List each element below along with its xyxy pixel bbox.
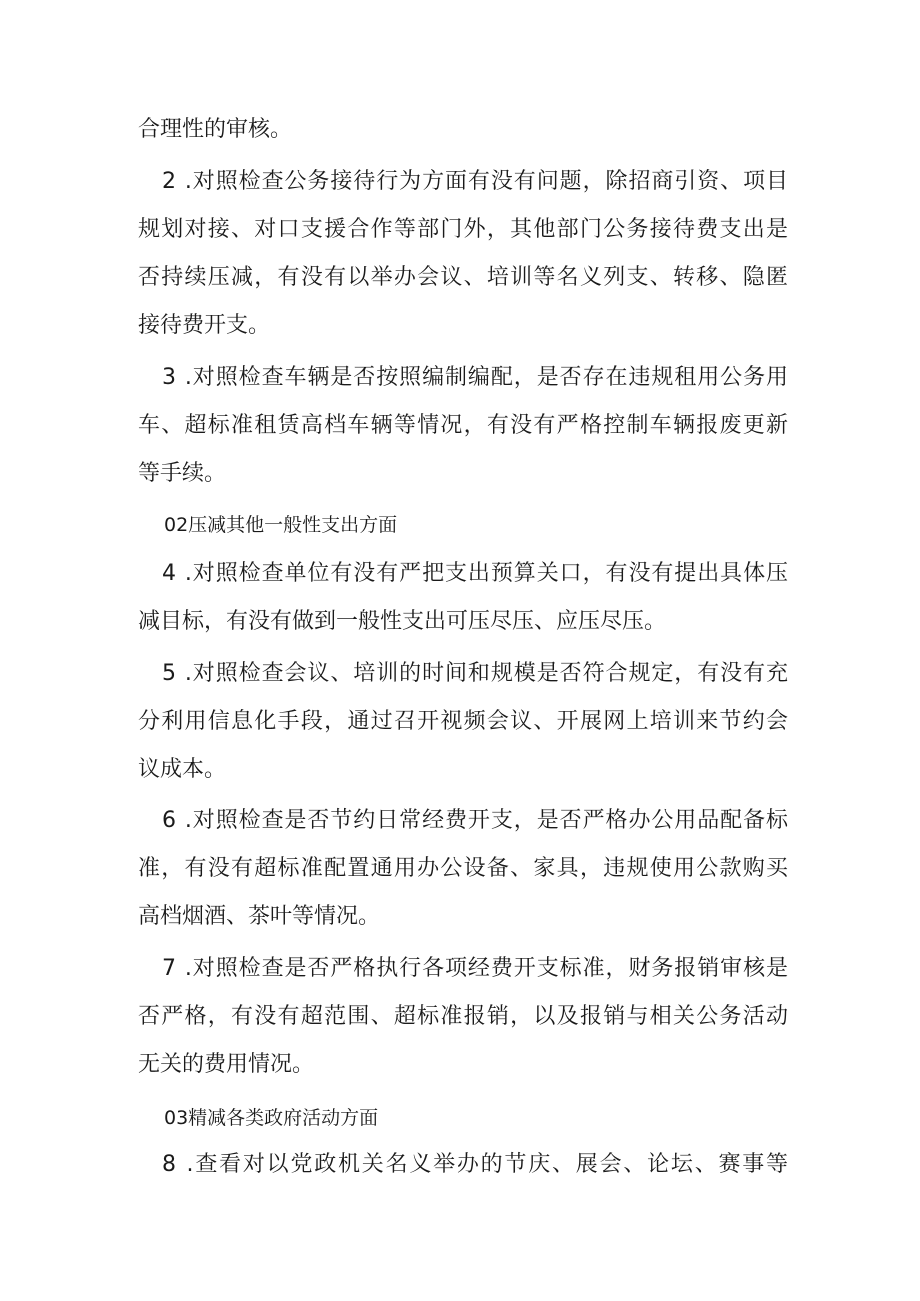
text-line-content: 否持续压减，有没有以举办会议、培训等名义列支、转移、隐匿 [138,265,790,290]
text-line [0,1050,920,1080]
text-line-content: 7 .对照检查是否严格执行各项经费开支标准，财务报销审核是 [162,956,789,981]
text-line-content: 车、超标准租赁高档车辆等情况，有没有严格控制车辆报废更新 [138,413,790,438]
text-line-content: 高档烟酒、茶叶等情况。 [138,904,381,929]
text-line-content: 接待费开支。 [138,313,271,338]
section-heading-text: 03精减各类政府活动方面 [164,1107,379,1129]
text-line-content: 2 .对照检查公务接待行为方面有没有问题，除招商引资、项目 [162,169,789,194]
section-heading-text: 02压减其他一般性支出方面 [164,514,398,536]
text-line [0,854,920,884]
text-line-content: 等手续。 [138,461,227,486]
text-line [0,607,920,637]
text-line [0,902,920,932]
text-line-content: 规划对接、对口支援合作等部门外，其他部门公务接待费支出是 [138,217,790,242]
section-heading-02 [0,510,920,540]
text-line-content: 减目标，有没有做到一般性支出可压尽压、应压尽压。 [138,609,667,634]
list-item-4 [0,559,920,589]
list-item-5 [0,659,920,689]
text-line-content: 无关的费用情况。 [138,1052,315,1077]
list-item-6 [0,806,920,836]
list-item-2 [0,167,920,197]
text-line [0,1002,920,1032]
list-item-8 [0,1150,920,1180]
text-line [0,755,920,785]
text-line [0,311,920,341]
text-line [0,115,920,145]
text-line-content: 议成本。 [138,757,227,782]
text-line [0,263,920,293]
text-line-content: 5 .对照检查会议、培训的时间和规模是否符合规定，有没有充 [162,661,789,686]
list-item-3 [0,363,920,393]
text-line-content: 8 .查看对以党政机关名义举办的节庆、展会、论坛、赛事等 [162,1152,790,1177]
text-line-content: 3 .对照检查车辆是否按照编制编配，是否存在违规租用公务用 [162,365,789,390]
text-line [0,215,920,245]
text-line-content: 4 .对照检查单位有没有严把支出预算关口，有没有提出具体压 [162,561,789,586]
text-line [0,411,920,441]
text-line-content: 分利用信息化手段，通过召开视频会议、开展网上培训来节约会 [138,709,790,734]
text-line-content: 6 .对照检查是否节约日常经费开支，是否严格办公用品配备标 [162,808,789,833]
text-line [0,459,920,489]
text-line-content: 合理性的审核。 [138,117,293,142]
text-line-content: 否严格，有没有超范围、超标准报销，以及报销与相关公务活动 [138,1004,790,1029]
text-line-content: 准，有没有超标准配置通用办公设备、家具，违规使用公款购买 [138,856,790,881]
text-line [0,707,920,737]
section-heading-03 [0,1103,920,1133]
list-item-7 [0,954,920,984]
